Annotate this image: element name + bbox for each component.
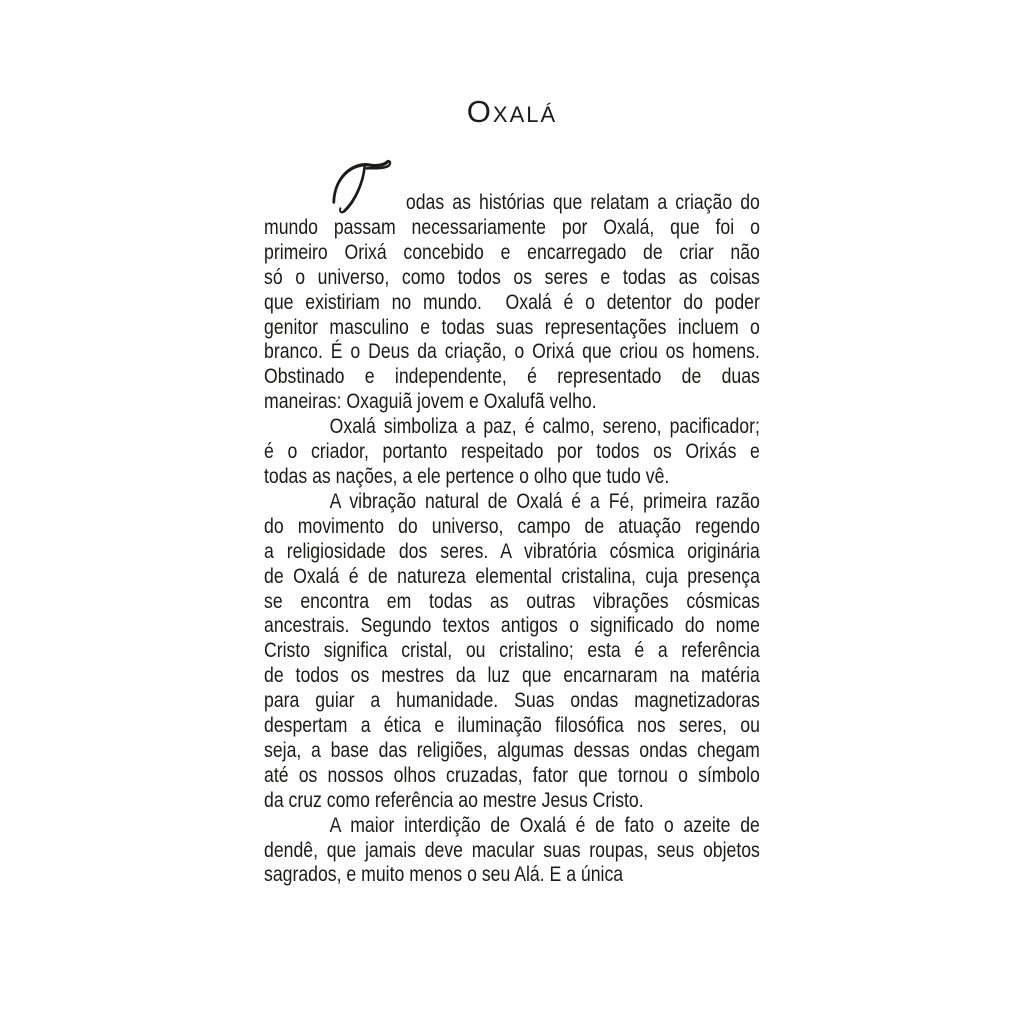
text-line: primeiro Orixá concebido e encarregado de criar não <box>264 239 760 264</box>
text-line: mundo passam necessariamente por Oxalá, que foi o <box>264 214 760 239</box>
page-title <box>0 95 1024 135</box>
text-line: a religiosidade dos seres. A vibratória cósmica originária <box>264 538 760 563</box>
text-line: branco. É o Deus da criação, o Orixá que criou os homens. <box>264 339 760 364</box>
text-line: genitor masculino e todas suas representações incluem o <box>264 314 760 339</box>
text-line: só o universo, como todos os seres e todas as coisas <box>264 264 760 289</box>
text-line: de todos os mestres da luz que encarnaram na matéria <box>264 663 760 688</box>
text-line: de Oxalá é de natureza elemental cristalina, cuja presença <box>264 563 760 588</box>
body-text <box>264 190 760 887</box>
text-line: A vibração natural de Oxalá é a Fé, primeira razão <box>329 488 760 513</box>
text-line: ancestrais. Segundo textos antigos o significado do nome <box>264 613 760 638</box>
text-line: dendê, que jamais deve macular suas roupas, seus objetos <box>264 837 760 862</box>
text-line: sagrados, e muito menos o seu Alá. E a única <box>264 862 624 887</box>
text-line: A maior interdição de Oxalá é de fato o azeite de <box>329 812 760 837</box>
text-line: Obstinado e independente, é representado de duas <box>264 364 760 389</box>
text-line: é o criador, portanto respeitado por todos os Orixás e <box>264 439 760 464</box>
text-line: maneiras: Oxaguiã jovem e Oxalufã velho. <box>264 389 597 414</box>
text-line: se encontra em todas as outras vibrações cósmicas <box>264 588 760 613</box>
text-line: da cruz como referência ao mestre Jesus Cristo. <box>264 787 644 812</box>
drop-cap-letter-T <box>330 208 392 209</box>
text-line: que existiriam no mundo. Oxalá é o detentor do poder <box>264 289 760 314</box>
text-line: Oxalá simboliza a paz, é calmo, sereno, pacificador; <box>329 414 760 439</box>
text-line: todas as nações, a ele pertence o olho que tudo vê. <box>264 463 670 488</box>
text-line: do movimento do universo, campo de atuação regendo <box>264 513 760 538</box>
text-line: Cristo significa cristal, ou cristalino; esta é a referência <box>264 638 760 663</box>
text-line: para guiar a humanidade. Suas ondas magnetizadoras <box>264 688 760 713</box>
text-line: despertam a ética e iluminação filosófica nos seres, ou <box>264 713 760 738</box>
title-initial: O <box>466 94 493 129</box>
text-line: seja, a base das religiões, algumas dessas ondas chegam <box>264 737 760 762</box>
text-line: odas as histórias que relatam a criação do <box>264 190 760 215</box>
text-line: até os nossos olhos cruzadas, fator que tornou o símbolo <box>264 762 760 787</box>
title-rest: XALÁ <box>492 102 558 127</box>
